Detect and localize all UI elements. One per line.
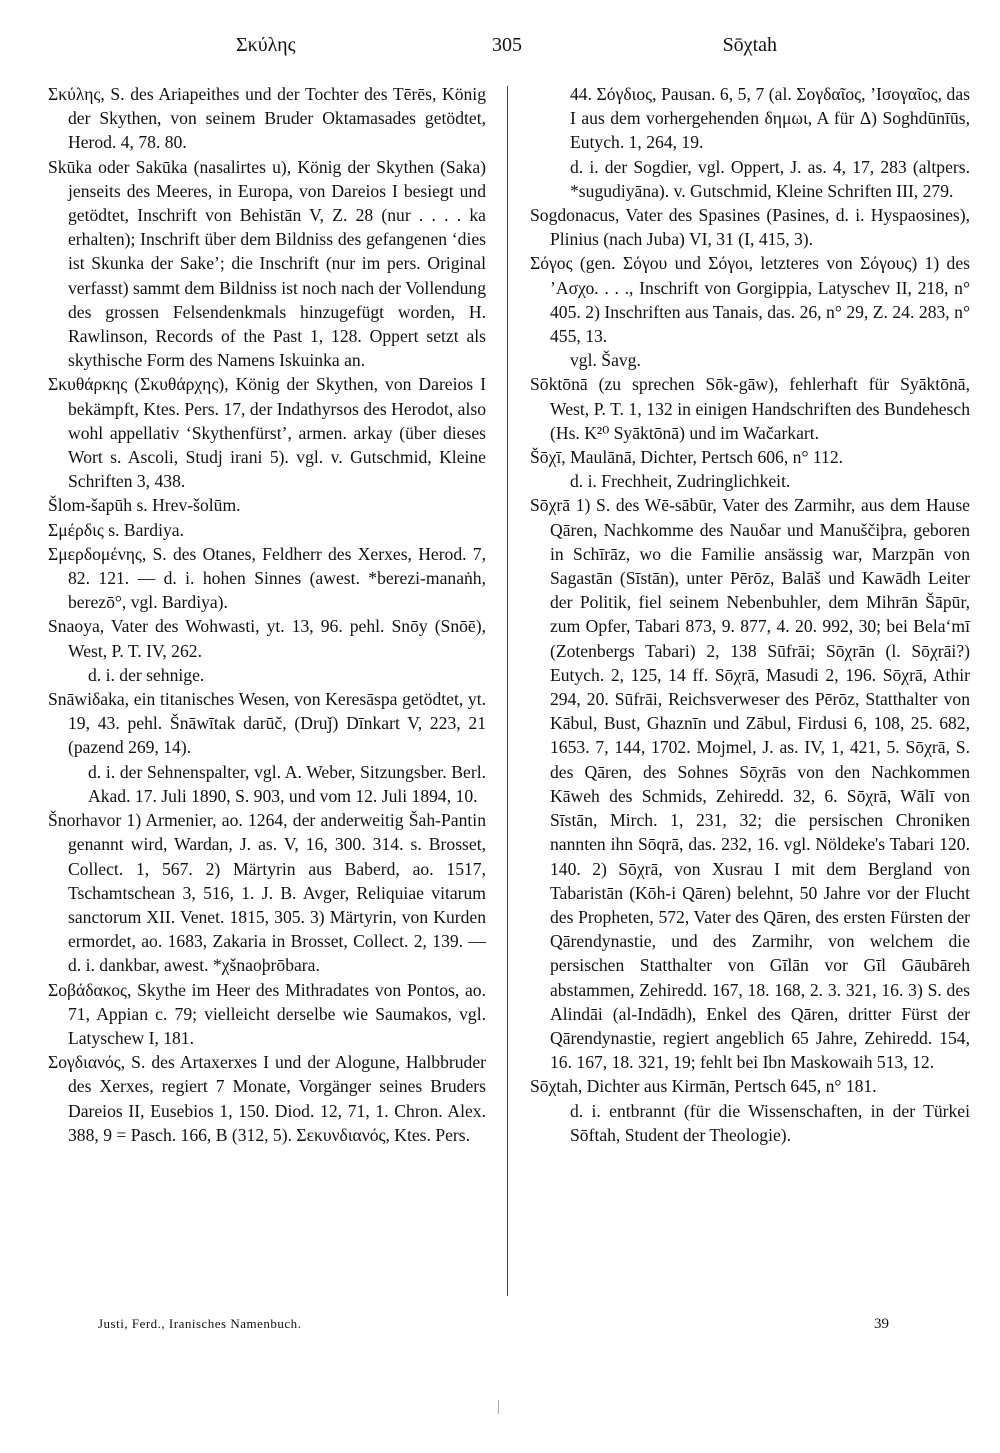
dictionary-entry: Šōχī, Maulānā, Dichter, Pertsch 606, n° 112.: [530, 447, 844, 468]
column-divider: [507, 86, 508, 1296]
header-left-keyword: Σκύλης: [236, 34, 296, 56]
entry-subparagraph: d. i. Frechheit, Zudringlichkeit.: [570, 471, 791, 492]
dictionary-entry: Sōχrā 1) S. des Wē-sābūr, Vater des Zarmihr, aus dem Hause Qāren, Nachkomme des Nauδar und Manuščiþra, geboren in Schīrāz, wo die Familie ansässig war, Marzpān von Sagastān (Sīstān), unter Pērōz, Balāš und Kawādh Leiter der Politik, fiel seinem Nebenbuhler, dem Mihrān Šāpūr, zum Opfer, Tabari 873, 9. 877, 4. 20. 992, 30; bei Belaʻmī (Zotenbergs Tabari) 2, 138 Sūfrāi; Sōχrān (l. Sōχrāi?) Eutych. 2, 125, 14 ff. Sōχrā, Masudi 2, 196. Sōχrā, Athir 294, 20. Sūfrāi, Reichsverweser des Pērōz, Statthalter von Kābul, Bust, Ghaznīn und Zābul, Firdusi 6, 108, 25. 682, 1653. 7, 144, 1702. Mojmel, J. as. IV, 1, 421, 5. Sōχrā, S. des Qāren, des Sohnes Sōχrās von den Nachkommen Kāweh des Schmids, Zehiredd. 32, 6. Sōχrā, Wālī von Sīstān, Mirch. 1, 231, 32; die persischen Chroniken nannten ihn Sōqrā, das. 232, 16. vgl. Nöldeke's Tabari 120. 140. 2) Sōχrā, von Xusrau I mit dem Bergland von Tabaristān (Kōh-i Qāren) belehnt, 50 Jahre vor der Flucht des Propheten, 572, Vater des Qāren, des ersten Fürsten der Qārendynastie, und des Zarmihr, von welchem die persischen Statthalter von Gīlān vor Gīl Gāubāreh abstammen, Zehiredd. 167, 18. 168, 2. 3. 321, 16. 3) S. des Alindāi (al-Indādh), Enkel des Qāren, dritter Fürst der Qārendynastie, regiert angeblich 65 Jahre, Zehiredd. 154, 16. 167, 18. 321, 19; fehlt bei Ibn Maskowaih 513, 12.: [530, 495, 970, 1073]
dictionary-entry: Σμερδομένης, S. des Otanes, Feldherr des Xerxes, Herod. 7, 82. 121. — d. i. hohen Sinnes (awest. *berezi-manaṅh, berezō°, vgl. Bardiya).: [48, 543, 486, 613]
page-number: 305: [492, 34, 522, 56]
dictionary-entry: Šlom-šapūh s. Hrev-šolūm.: [48, 495, 241, 516]
left-column: [48, 82, 486, 1147]
dictionary-entry: Skūka oder Sakūka (nasalirtes u), König der Skythen (Saka) jenseits des Meeres, in Europa, von Dareios I besiegt und getödtet, Inschrift von Behistān V, Z. 28 (nur . . . . ka erhalten); Inschrift über dem Bildniss des gefangenen ʻdies ist Skunka der Sakeʼ; die Inschrift (nur im pers. Original verfasst) sammt dem Bildniss ist noch nach der Vollendung des grossen Felsendenkmals hinzugefügt worden, H. Rawlinson, Records of the Past 1, 128. Oppert setzt als skythische Form des Namens Iskuinka an.: [48, 156, 486, 371]
dictionary-entry: Šnorhavor 1) Armenier, ao. 1264, der anderweitig Šah-Pantin genannt wird, Wardan, J. as. V, 16, 300. 314. s. Brosset, Collect. 1, 567. 2) Märtyrin aus Baberd, ao. 1517, Tschamtschean 3, 516, 1. J. B. Avger, Reliquiae vitarum sanctorum XII. Venet. 1815, 305. 3) Märtyrin, von Kurden ermordet, ao. 1683, Zakaria in Brosset, Collect. 2, 139. — d. i. dankbar, awest. *χšnaoþrōbara.: [48, 810, 486, 976]
dictionary-entry: Sogdonacus, Vater des Spasines (Pasines, d. i. Hyspaosines), Plinius (nach Juba) VI, 31 (I, 415, 3).: [530, 205, 970, 250]
dictionary-entry: Σμέρδις s. Bardiya.: [48, 519, 184, 540]
dictionary-entry: Snāwiδaka, ein titanisches Wesen, von Keresāspa getödtet, yt. 19, 43. pehl. Šnāwītak darūč, (Druǰ) Dīnkart V, 223, 21 (pazend 269, 14).: [48, 689, 486, 758]
right-column: [530, 82, 970, 1147]
entry-subparagraph: d. i. der Sehnenspalter, vgl. A. Weber, Sitzungsber. Berl. Akad. 17. Juli 1890, S. 903, und vom 12. Juli 1894, 10.: [88, 761, 486, 806]
entry-subparagraph: 44. Σόγδιος, Pausan. 6, 5, 7 (al. Σογδαῖος, ʼΙσογαῖος, das Ι aus dem vorhergehenden δημωι, Α für Δ) Soghdūnīūs, Eutych. 1, 264, 19.: [570, 84, 970, 153]
print-speck: [498, 1400, 499, 1414]
dictionary-entry: Σοβάδακος, Skythe im Heer des Mithradates von Pontos, ao. 71, Appian c. 79; vielleicht derselbe wie Saumakos, vgl. Latyschew I, 181.: [48, 979, 486, 1048]
header-right-keyword: Sōχtah: [722, 34, 777, 56]
dictionary-entry: Sōχtah, Dichter aus Kirmān, Pertsch 645, n° 181.: [530, 1076, 877, 1097]
entry-subparagraph: vgl. Šavg.: [570, 350, 641, 371]
running-header: [48, 34, 960, 64]
dictionary-entry: Sōktōnā (zu sprechen Sōk-gāw), fehlerhaft für Syāktōnā, West, P. T. 1, 132 in einigen Handschriften des Bundehesch (Hs. K²⁰ Syāktōnā) und im Wačarkart.: [530, 374, 970, 443]
dictionary-entry: Σκυθάρκης (Σκυθάρχης), König der Skythen, von Dareios I bekämpft, Ktes. Pers. 17, der Indathyrsos des Herodot, also wohl appellativ ʻSkythenfürstʼ, armen. arkay (über dieses Wort s. Ascoli, Studj irani 5). vgl. v. Gutschmid, Kleine Schriften 3, 438.: [48, 374, 486, 492]
dictionary-entry: Snaoya, Vater des Wohwasti, yt. 13, 96. pehl. Snōy (Snōē), West, P. T. IV, 262.: [48, 616, 486, 661]
footer-signature: Justi, Ferd., Iranisches Namenbuch.: [98, 1316, 302, 1331]
entry-subparagraph: d. i. der Sogdier, vgl. Oppert, J. as. 4, 17, 283 (altpers. *sugudiyāna). v. Gutschmid, Kleine Schriften III, 279.: [570, 156, 970, 201]
entry-subparagraph: d. i. der sehnige.: [88, 664, 205, 685]
entry-subparagraph: d. i. entbrannt (für die Wissenschaften, in der Türkei Sōftah, Student der Theologie).: [570, 1100, 970, 1145]
dictionary-entry: Σογδιανός, S. des Artaxerxes I und der Alogune, Halbbruder des Xerxes, regiert 7 Monate, Vorgänger seines Bruders Dareios II, Eusebios 1, 150. Diod. 12, 71, 1. Chron. Alex. 388, 9 = Pasch. 166, B (312, 5). Σεκυνδιανός, Ktes. Pers.: [48, 1052, 486, 1145]
dictionary-entry: Σκύλης, S. des Ariapeithes und der Tochter des Tērēs, König der Skythen, von seinem Bruder Oktamasades getödtet, Herod. 4, 78. 80.: [48, 84, 486, 153]
dictionary-entry: Σόγος (gen. Σόγου und Σόγοι, letzteres von Σόγους) 1) des ʼΑσχο. . . ., Inschrift von Gorgippia, Latyschev II, 218, n° 405. 2) Inschriften aus Tanais, das. 26, n° 29, Z. 24. 283, n° 455, 13.: [530, 253, 970, 347]
signature-mark: 39: [874, 1316, 889, 1332]
